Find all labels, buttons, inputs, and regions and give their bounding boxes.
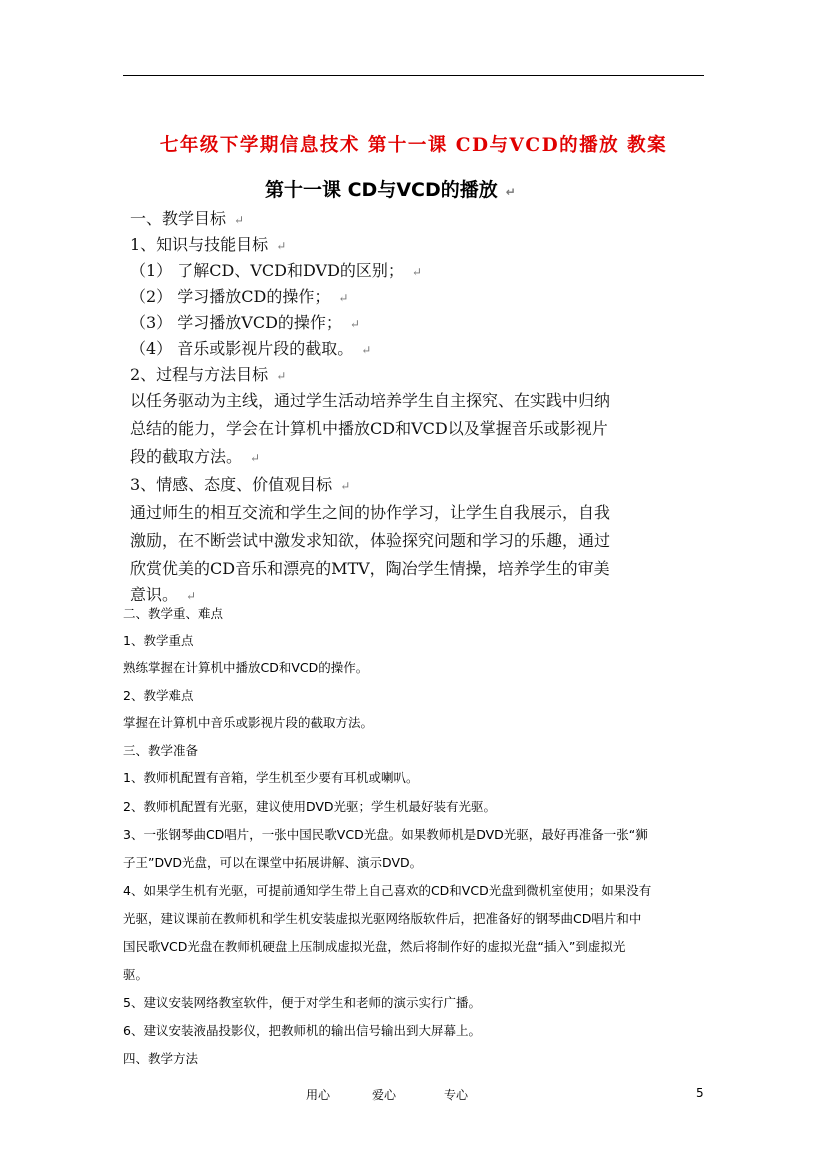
scan-line (130, 528, 618, 551)
paragraph-mark-icon: ↵ (411, 265, 422, 279)
scan-title (265, 175, 516, 202)
scan-line (130, 582, 196, 605)
scan-line-text: 以任务驱动为主线，通过学生活动培养学生自主探究、在实践中归纳 (130, 391, 611, 410)
scan-line (130, 500, 618, 523)
scan-line (130, 556, 618, 579)
body-line: 5、建议安装网络教室软件，便于对学生和老师的演示实行广播。 (123, 995, 481, 1010)
scan-title-text: 第十一课 CD与VCD的播放 (265, 179, 498, 201)
scan-line-text: （1） 了解CD、VCD和DVD的区别； (130, 261, 404, 280)
scan-line-text: 通过师生的相互交流和学生之间的协作学习，让学生自我展示，自我 (130, 503, 611, 522)
body-line: 1、教师机配置有音箱，学生机至少要有耳机或喇叭。 (123, 770, 419, 785)
body-line: 1、教学重点 (123, 633, 194, 648)
scan-line (130, 336, 371, 359)
paragraph-mark-icon: ↵ (250, 451, 261, 465)
scan-line (130, 284, 348, 307)
paragraph-mark-icon: ↵ (186, 589, 197, 603)
body-line: 掌握在计算机中音乐或影视片段的截取方法。 (123, 715, 374, 730)
body-line: 驱。 (123, 967, 149, 982)
scan-line (130, 444, 260, 467)
scan-line-text: 段的截取方法。 (130, 447, 243, 466)
document-title: 七年级下学期信息技术 第十一课 CD与VCD的播放 教案 (159, 135, 668, 156)
scan-line-text: 1、知识与技能目标 (130, 235, 269, 254)
body-line: 三、教学准备 (123, 743, 199, 758)
body-line: 子王”DVD光盘，可以在课堂中拓展讲解、演示DVD。 (123, 855, 423, 870)
scan-line (130, 416, 616, 439)
body-line: 二、教学重、难点 (123, 606, 224, 621)
footer-motto-1: 用心 (306, 1088, 331, 1102)
header-rule (123, 75, 704, 76)
scan-line (130, 472, 350, 495)
scan-line (130, 388, 618, 411)
scan-line-text: 2、过程与方法目标 (130, 365, 269, 384)
page-number: 5 (696, 1086, 704, 1100)
body-line: 国民歌VCD光盘在教师机硬盘上压制成虚拟光盘，然后将制作好的虚拟光盘“插入”到虚拟光 (123, 939, 626, 954)
scan-line-text: （2） 学习播放CD的操作； (130, 287, 331, 306)
scan-line-text: （3） 学习播放VCD的操作； (130, 313, 342, 332)
body-line: 6、建议安装液晶投影仪，把教师机的输出信号输出到大屏幕上。 (123, 1023, 481, 1038)
scan-line (130, 232, 286, 255)
paragraph-mark-icon: ↵ (340, 479, 351, 493)
scan-line (130, 310, 360, 333)
scan-line-text: （4） 音乐或影视片段的截取。 (130, 339, 354, 358)
scan-line-text: 欣赏优美的CD音乐和漂亮的MTV，陶冶学生情操，培养学生的审美 (130, 559, 610, 578)
paragraph-mark-icon: ↵ (349, 317, 360, 331)
scan-line (130, 206, 244, 229)
paragraph-mark-icon: ↵ (505, 185, 516, 199)
scan-line-text: 总结的能力，学会在计算机中播放CD和VCD以及掌握音乐或影视片 (130, 419, 608, 438)
body-line: 3、一张钢琴曲CD唱片，一张中国民歌VCD光盘。如果教师机是DVD光驱，最好再准备一张“狮 (123, 827, 648, 842)
scan-line-text: 3、情感、态度、价值观目标 (130, 475, 333, 494)
scan-line (130, 258, 422, 281)
scan-line-text: 意识。 (130, 585, 179, 604)
body-line: 4、如果学生机有光驱，可提前通知学生带上自己喜欢的CD和VCD光盘到微机室使用；如果没有 (123, 883, 652, 898)
paragraph-mark-icon: ↵ (234, 213, 245, 227)
footer-motto-3: 专心 (444, 1088, 469, 1102)
scanned-excerpt (120, 170, 680, 604)
body-line: 2、教学难点 (123, 688, 194, 703)
scan-line-text: 一、教学目标 (130, 209, 227, 228)
body-line: 光驱，建议课前在教师机和学生机安装虚拟光驱网络版软件后，把准备好的钢琴曲CD唱片和中 (123, 911, 642, 926)
body-line: 四、教学方法 (123, 1051, 199, 1066)
paragraph-mark-icon: ↵ (276, 369, 287, 383)
paragraph-mark-icon: ↵ (338, 291, 349, 305)
body-line: 2、教师机配置有光驱，建议使用DVD光驱；学生机最好装有光驱。 (123, 799, 497, 814)
paragraph-mark-icon: ↵ (276, 239, 287, 253)
scan-line (130, 362, 286, 385)
paragraph-mark-icon: ↵ (361, 343, 372, 357)
body-line: 熟练掌握在计算机中播放CD和VCD的操作。 (123, 660, 369, 675)
footer-motto-2: 爱心 (372, 1088, 397, 1102)
scan-line-text: 激励，在不断尝试中激发求知欲，体验探究问题和学习的乐趣，通过 (130, 531, 611, 550)
